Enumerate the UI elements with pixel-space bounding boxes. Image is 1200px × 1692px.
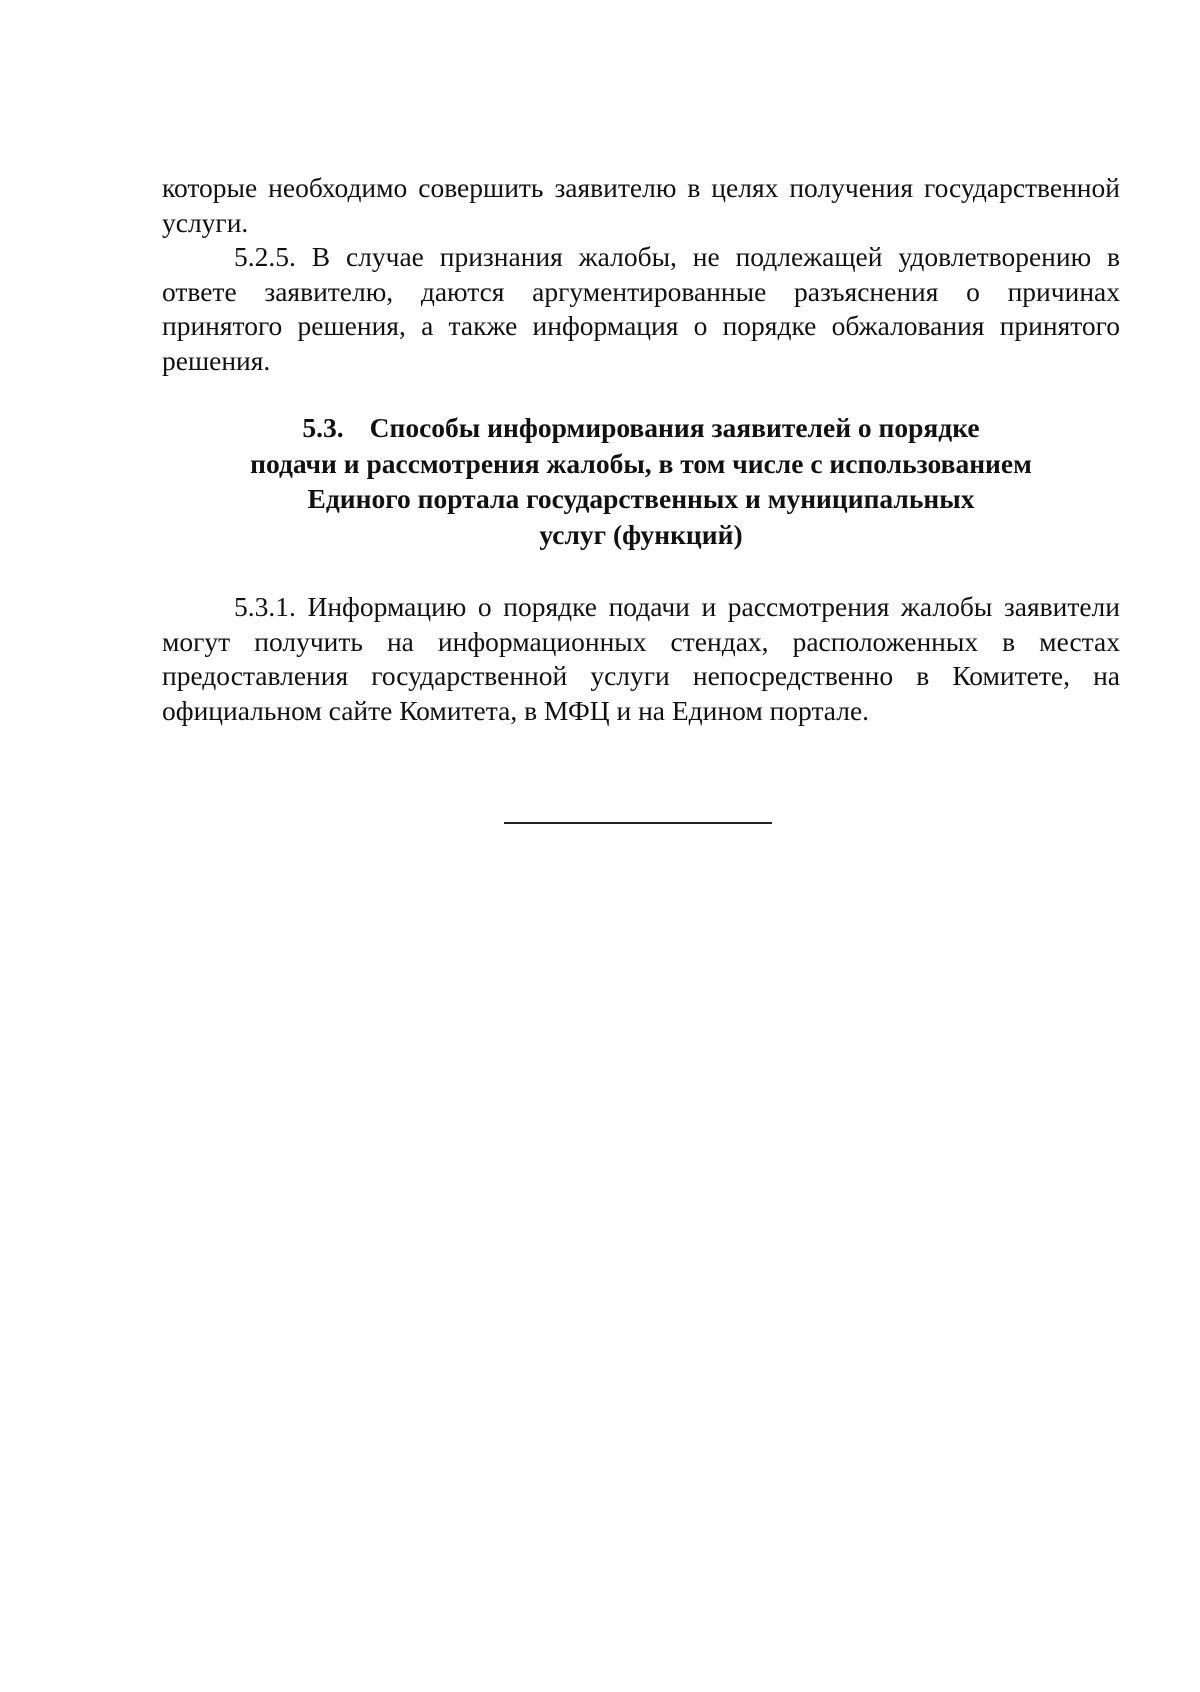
heading-line: услуг (функций): [539, 518, 743, 550]
section-heading-5-3: [162, 410, 1120, 552]
heading-line: [162, 410, 1120, 446]
text-line: которые необходимо совершить заявителю в целях получения государственной: [162, 172, 1120, 203]
text-line: 5.3.1. Информацию о порядке подачи и рассмотрения жалобы заявители: [234, 591, 1120, 622]
text-line: могут получить на информационных стендах, расположенных в местах: [162, 625, 1120, 657]
text-line: 5.2.5. В случае признания жалобы, не подлежащей удовлетворению в: [234, 241, 1120, 272]
text-line: официальном сайте Комитета, в МФЦ и на Едином портале.: [162, 694, 870, 726]
text-line: предоставления государственной услуги непосредственно в Комитете, на: [162, 660, 1120, 692]
paragraph-continuation: [162, 171, 1120, 240]
end-separator-line: [504, 822, 772, 824]
text-line: решения.: [162, 344, 271, 376]
paragraph-5-2-5: [162, 240, 1120, 378]
text-line: ответе заявителю, даются аргументированные разъяснения о причинах: [162, 275, 1120, 307]
heading-line: подачи и рассмотрения жалобы, в том числе с использованием: [250, 447, 1032, 479]
heading-line: Единого портала государственных и муниципальных: [307, 483, 975, 514]
heading-text: Способы информирования заявителей о порядке: [369, 412, 980, 443]
text-line: услуги.: [162, 206, 249, 238]
paragraph-5-3-1: [162, 590, 1120, 728]
text-line: принятого решения, а также информация о порядке обжалования принятого: [162, 310, 1120, 342]
section-number: 5.3.: [302, 412, 344, 443]
